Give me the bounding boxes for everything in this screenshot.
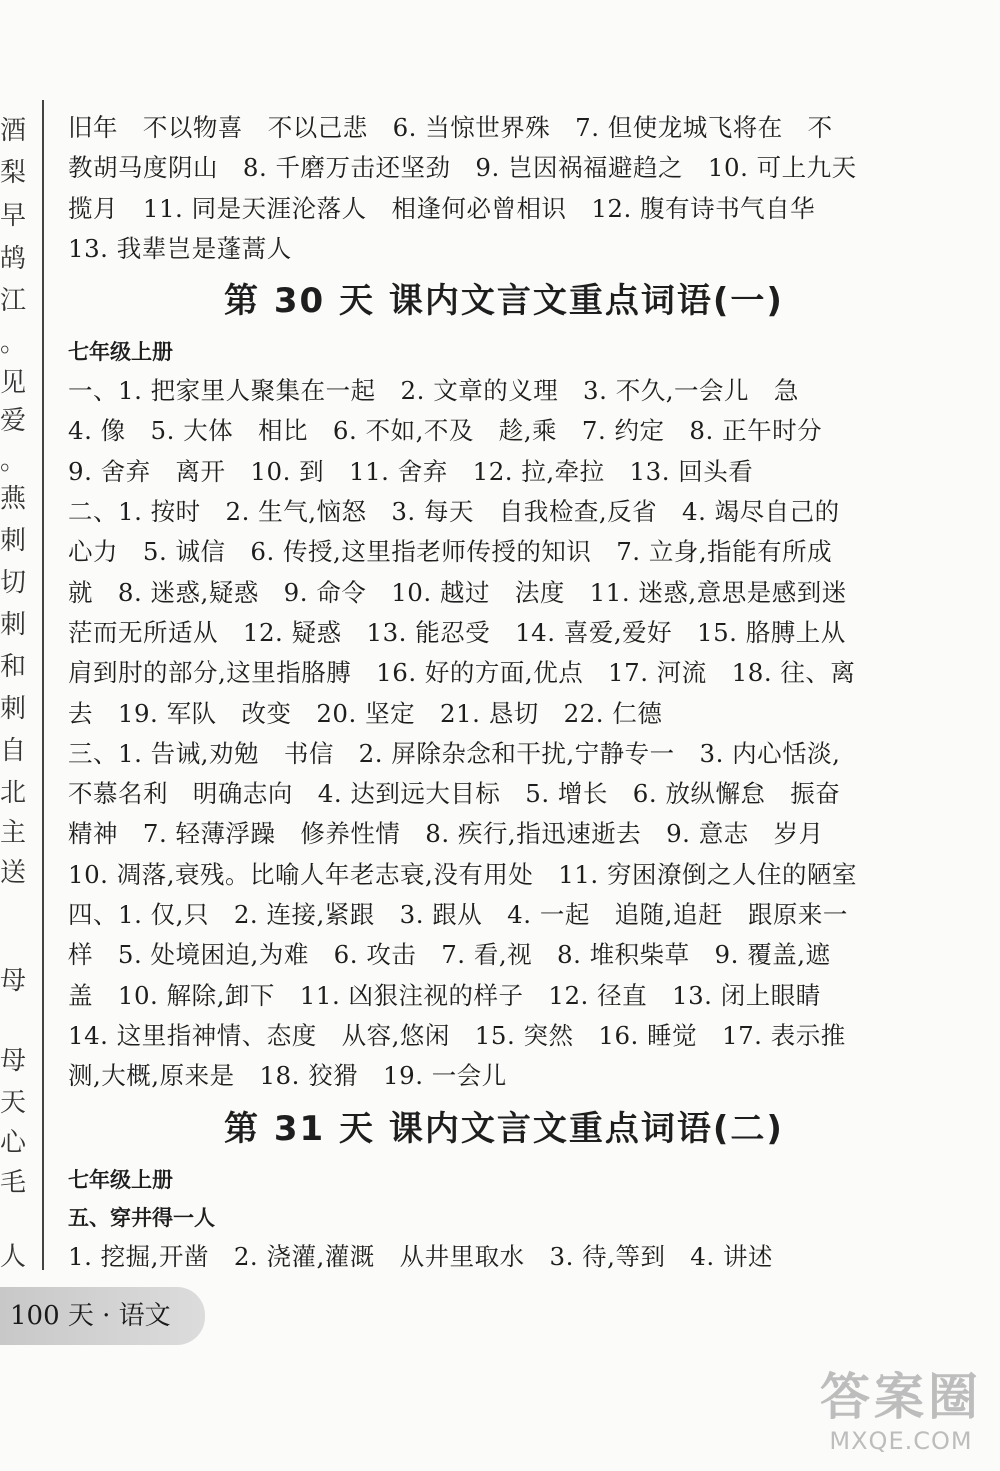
margin-char: 鸪: [0, 244, 27, 274]
text-line: 二、1. 按时 2. 生气,恼怒 3. 每天 自我检查,反省 4. 竭尽自己的: [68, 497, 840, 527]
margin-char: 人: [0, 1242, 27, 1272]
margin-char: 北: [0, 778, 27, 808]
watermark-url: MXQE.COM: [829, 1427, 973, 1455]
margin-char: 燕: [0, 484, 27, 514]
margin-char: 和: [0, 652, 27, 682]
watermark-title: 答案圈: [820, 1368, 982, 1426]
margin-char: 送: [0, 858, 27, 888]
margin-char: 主: [0, 818, 27, 848]
margin-char: 早: [0, 201, 27, 231]
text-line: 肩到肘的部分,这里指胳膊 16. 好的方面,优点 17. 河流 18. 往、离: [68, 658, 856, 688]
text-line: 教胡马度阴山 8. 千磨万击还坚劲 9. 岂因祸福避趋之 10. 可上九天: [68, 153, 857, 183]
text-line: 就 8. 迷惑,疑惑 9. 命令 10. 越过 法度 11. 迷惑,意思是感到迷: [68, 577, 847, 607]
margin-char: 。: [0, 446, 27, 476]
text-line: 去 19. 军队 改变 20. 坚定 21. 恳切 22. 仁德: [68, 698, 663, 728]
text-line: 四、1. 仅,只 2. 连接,紧跟 3. 跟从 4. 一起 追随,追赶 跟原来一: [68, 900, 848, 930]
margin-char: 天: [0, 1088, 27, 1118]
footer-label: 100 天 · 语文: [10, 1301, 171, 1331]
left-margin-strip: [0, 100, 36, 1280]
margin-char: 刺: [0, 610, 27, 640]
text-line: 9. 舍弃 离开 10. 到 11. 舍弃 12. 拉,牵拉 13. 回头看: [68, 456, 754, 486]
text-line: 一、1. 把家里人聚集在一起 2. 文章的义理 3. 不久,一会儿 急: [68, 376, 799, 406]
margin-char: 酒: [0, 116, 27, 146]
margin-char: 梨: [0, 158, 27, 188]
column-divider: [42, 100, 44, 1270]
margin-char: 。: [0, 328, 27, 358]
text-line: 13. 我辈岂是蓬蒿人: [68, 233, 292, 263]
text-line: 旧年 不以物喜 不以己悲 6. 当惊世界殊 7. 但使龙城飞将在 不: [68, 113, 833, 142]
page-footer-tab: [0, 1287, 205, 1345]
margin-char: 江: [0, 286, 27, 316]
margin-char: 自: [0, 736, 27, 766]
margin-char: 刺: [0, 526, 27, 556]
margin-char: 心: [0, 1128, 27, 1158]
text-line: 盖 10. 解除,卸下 11. 凶狠注视的样子 12. 径直 13. 闭上眼睛: [68, 980, 821, 1010]
margin-char: 见: [0, 368, 27, 398]
text-line: 三、1. 告诫,劝勉 书信 2. 屏除杂念和干扰,宁静专一 3. 内心恬淡,: [68, 738, 841, 768]
subsection-heading: 五、穿井得一人: [68, 1205, 215, 1230]
text-line: 4. 像 5. 大体 相比 6. 不如,不及 趁,乘 7. 约定 8. 正午时分: [68, 416, 823, 446]
text-line: 10. 凋落,衰残。比喻人年老志衰,没有用处 11. 穷困潦倒之人住的陋室: [68, 859, 857, 889]
site-watermark: [808, 1368, 994, 1464]
text-line: 茫而无所适从 12. 疑惑 13. 能忍受 14. 喜爱,爱好 15. 胳膊上从: [68, 617, 846, 647]
grade-heading: 七年级上册: [68, 1167, 173, 1192]
text-line: 不慕名利 明确志向 4. 达到远大目标 5. 增长 6. 放纵懈怠 振奋: [68, 779, 841, 809]
text-line: 测,大概,原来是 18. 狡猾 19. 一会儿: [68, 1061, 507, 1091]
section-title-day31: 第 31 天 课内文言文重点词语(二): [224, 1108, 784, 1149]
text-line: 精神 7. 轻薄浮躁 修养性情 8. 疾行,指迅速逝去 9. 意志 岁月: [68, 819, 824, 849]
text-line: 揽月 11. 同是天涯沦落人 相逢何必曾相识 12. 腹有诗书气自华: [68, 193, 816, 223]
answer-content: [68, 108, 900, 1277]
text-line: 样 5. 处境困迫,为难 6. 攻击 7. 看,视 8. 堆积柴草 9. 覆盖,遮: [68, 940, 831, 970]
margin-char: 毛: [0, 1168, 27, 1198]
section-title-day30: 第 30 天 课内文言文重点词语(一): [224, 281, 784, 322]
margin-char: 刺: [0, 694, 27, 724]
text-line: 14. 这里指神情、态度 从容,悠闲 15. 突然 16. 睡觉 17. 表示推: [68, 1020, 846, 1050]
margin-char: 切: [0, 568, 27, 598]
text-line: 心力 5. 诚信 6. 传授,这里指老师传授的知识 7. 立身,指能有所成: [68, 537, 833, 567]
text-line: 1. 挖掘,开凿 2. 浇灌,灌溉 从井里取水 3. 待,等到 4. 讲述: [68, 1241, 773, 1271]
margin-char: 母: [0, 966, 27, 996]
grade-heading: 七年级上册: [68, 340, 173, 365]
margin-char: 母: [0, 1046, 27, 1076]
margin-char: 爱: [0, 406, 27, 436]
